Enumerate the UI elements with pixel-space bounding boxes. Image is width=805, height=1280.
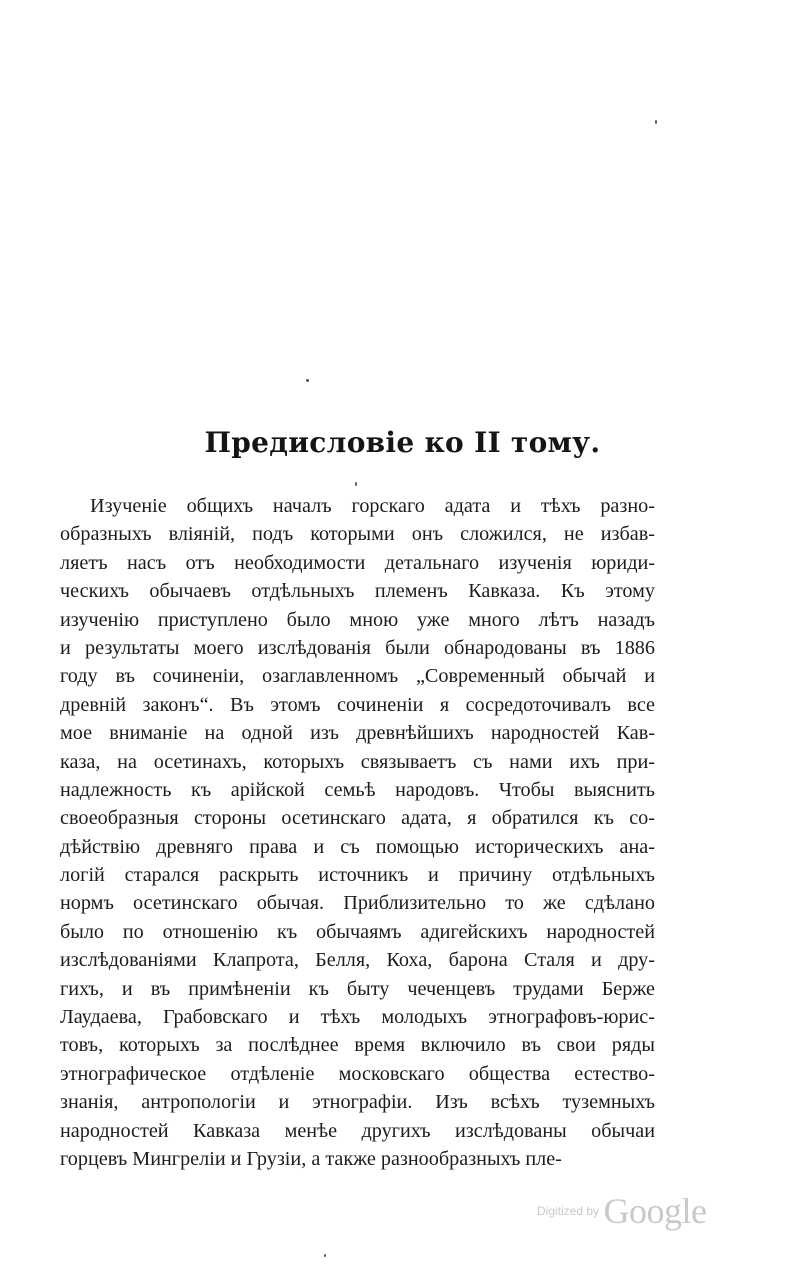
text-line: образныхъ вліяній, подъ которыми онъ сложился, не избав- <box>60 523 655 546</box>
scan-speck <box>355 482 357 486</box>
text-line: народностей Кавказа менѣе другихъ изслѣдованы обычаи <box>60 1119 655 1142</box>
text-line: этнографическое отдѣленіе московскаго общества естество- <box>60 1062 655 1085</box>
text-line: и результаты моего изслѣдованія были обнародованы въ 1886 <box>60 636 655 659</box>
text-line: горцевъ Мингреліи и Грузіи, а также разнообразныхъ пле- <box>60 1147 562 1170</box>
text-line: Лаудаева, Грабовскаго и тѣхъ молодыхъ этнографовъ-юрис- <box>60 1006 655 1029</box>
page-title: Предисловіе ко II тому. <box>204 426 601 459</box>
text-line: каза, на осетинахъ, которыхъ связываетъ съ нами ихъ при- <box>60 750 655 773</box>
text-line: надлежность къ арійской семьѣ народовъ. Чтобы выяснить <box>60 778 655 801</box>
google-logo: Google <box>603 1191 707 1231</box>
text-line: своеобразныя стороны осетинскаго адата, я обратился къ со- <box>60 807 655 830</box>
text-line: изслѣдованіями Клапрота, Белля, Коха, барона Сталя и дру- <box>60 949 655 972</box>
text-line: ляетъ насъ отъ необходимости детальнаго изученія юриди- <box>60 551 655 574</box>
text-line: древній законъ“. Въ этомъ сочиненіи я сосредоточивалъ все <box>60 693 655 716</box>
text-line: году въ сочиненіи, озаглавленномъ „Современный обычай и <box>60 665 655 688</box>
text-line: дѣйствію древняго права и съ помощью историческихъ ана- <box>60 835 655 858</box>
digitized-watermark <box>537 1190 706 1232</box>
text-line: мое вниманіе на одной изъ древнѣйшихъ народностей Кав- <box>60 722 655 745</box>
scan-speck <box>324 1254 326 1257</box>
text-line: товъ, которыхъ за послѣднее время включило въ свои ряды <box>60 1034 655 1057</box>
text-line: нормъ осетинскаго обычая. Приблизительно то же сдѣлано <box>60 892 655 915</box>
text-line: изученію приступлено было мною уже много лѣтъ назадъ <box>60 608 655 631</box>
text-line: логій старался раскрыть источникъ и причину отдѣльныхъ <box>60 864 655 887</box>
text-line: ческихъ обычаевъ отдѣльныхъ племенъ Кавказа. Къ этому <box>60 580 655 603</box>
text-line: знанія, антропологіи и этнографіи. Изъ всѣхъ туземныхъ <box>60 1091 655 1114</box>
body-paragraph <box>60 492 655 1173</box>
text-line: было по отношенію къ обычаямъ адигейскихъ народностей <box>60 920 655 943</box>
text-line: гихъ, и въ примѣненіи къ быту чеченцевъ трудами Берже <box>60 977 655 1000</box>
watermark-prefix: Digitized by <box>537 1204 600 1218</box>
text-line: Изученіе общихъ началъ горскаго адата и тѣхъ разно- <box>90 495 655 517</box>
scan-speck <box>655 120 657 124</box>
scan-speck <box>306 379 309 382</box>
